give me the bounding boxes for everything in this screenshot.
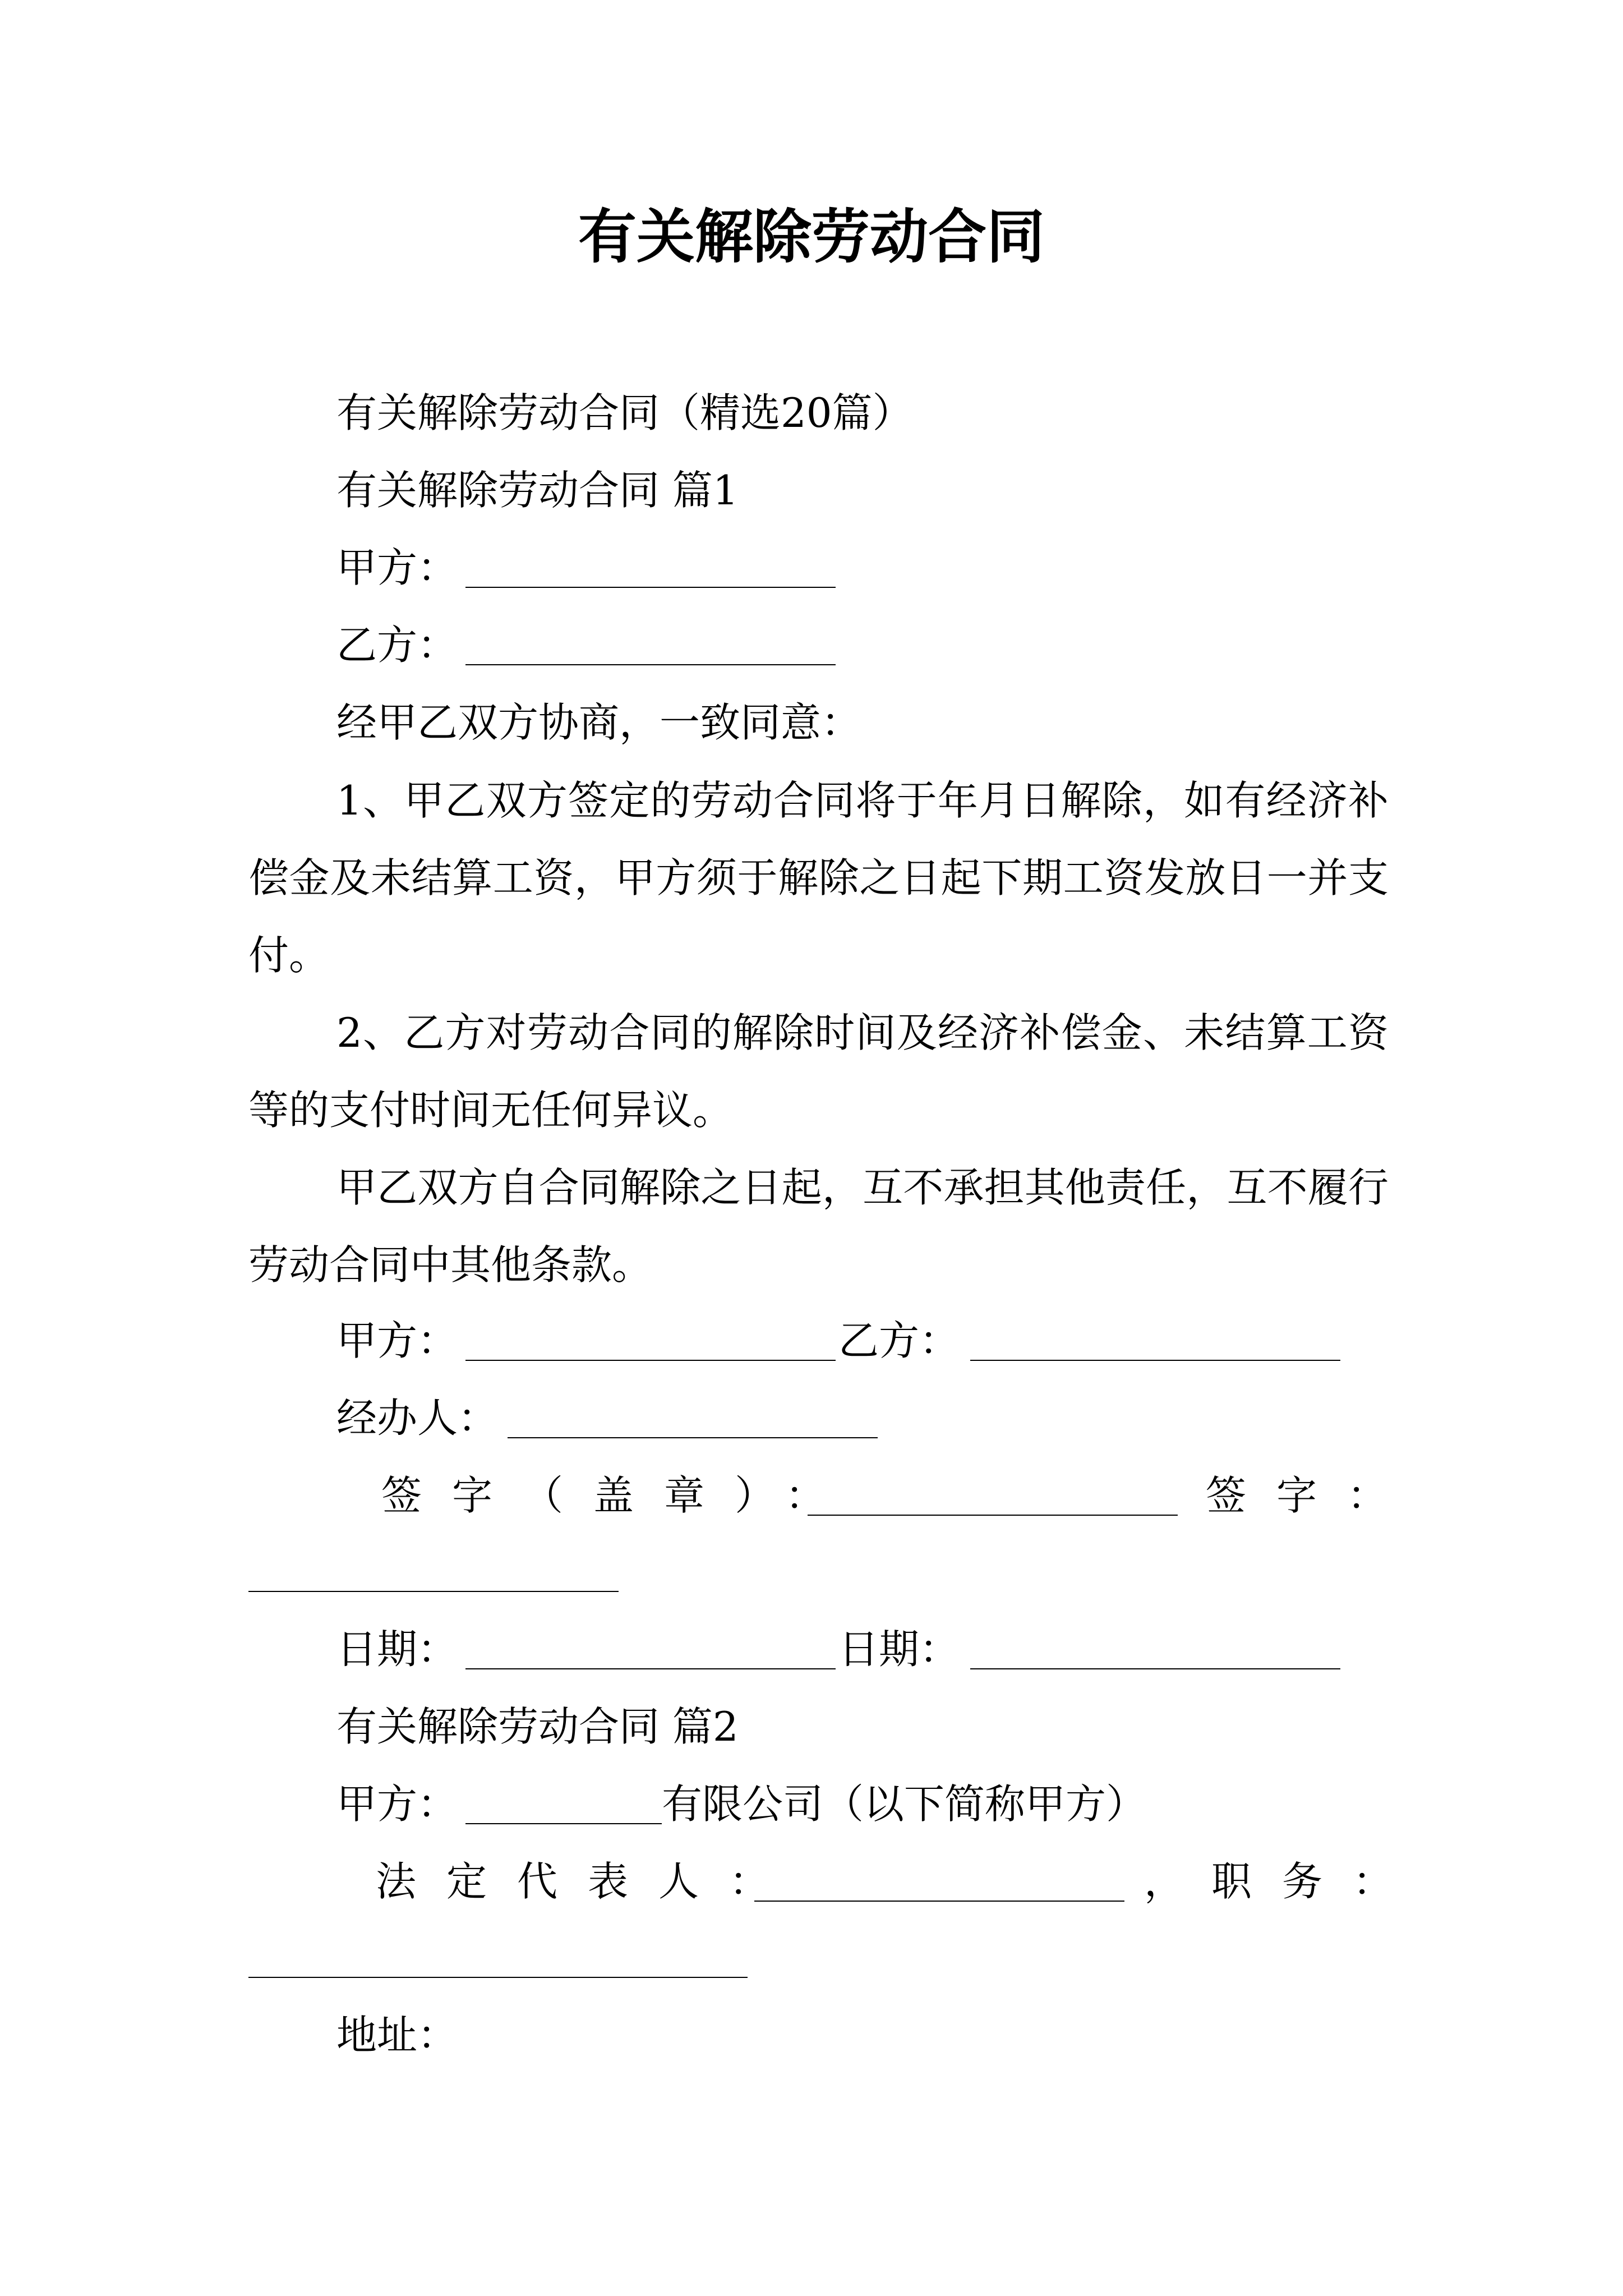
position-blank [248,1977,748,1978]
legal-rep-blank [754,1901,1124,1902]
sign-party-a-blank [465,1360,836,1361]
handler-blank [508,1437,878,1438]
agreement-intro: 经甲乙双方协商，一致同意： [336,699,862,746]
document-title: 有关解除劳动合同 [578,202,1045,271]
party-a-line [336,540,458,596]
section2-party-a-prefix: 甲方： [336,1780,458,1828]
party-a-blank [465,587,836,588]
party-a-label: 甲方： [336,544,458,591]
sign-blank [248,1591,619,1592]
party-b-label: 乙方： [336,622,458,669]
date-b-label: 日期： [838,1626,960,1673]
sign-party-b-blank [970,1360,1340,1361]
clause-2: 2、乙方对劳动合同的解除时间及经济补偿金、未结算工资等的支付时间无任何异议。 [248,1009,1389,1134]
address-label: 地址： [336,2012,458,2059]
document-subtitle: 有关解除劳动合同（精选20篇） [336,389,913,436]
date-a-blank [465,1668,836,1669]
date-b-blank [970,1668,1340,1669]
clause-1: 1、甲乙双方签定的劳动合同将于年月日解除，如有经济补偿金及未结算工资，甲方须于解除之日起下期工资发放日一并支付。 [248,777,1389,979]
date-a-label: 日期： [336,1626,458,1673]
sign-label: 签字： [1206,1472,1418,1519]
sign-seal-label: 签字（盖章）： [381,1472,856,1519]
clause-3: 甲乙双方自合同解除之日起，互不承担其他责任，互不履行劳动合同中其他条款。 [248,1164,1389,1289]
handler-label: 经办人： [336,1395,499,1442]
section2-party-a-suffix: 有限公司（以下简称甲方） [662,1780,1147,1828]
legal-rep-label: 法定代表人： [376,1858,800,1905]
legal-rep-comma: ， [1144,1858,1185,1905]
sign-seal-blank [808,1515,1178,1516]
section1-heading: 有关解除劳动合同 篇1 [336,467,739,514]
party-b-blank [465,664,836,665]
section2-company-blank [465,1823,662,1824]
section2-heading: 有关解除劳动合同 篇2 [336,1703,739,1750]
party-b-line [336,617,458,673]
position-label: 职务： [1211,1858,1424,1905]
sign-party-b-label: 乙方： [838,1317,960,1364]
sign-party-a-label: 甲方： [336,1317,458,1364]
